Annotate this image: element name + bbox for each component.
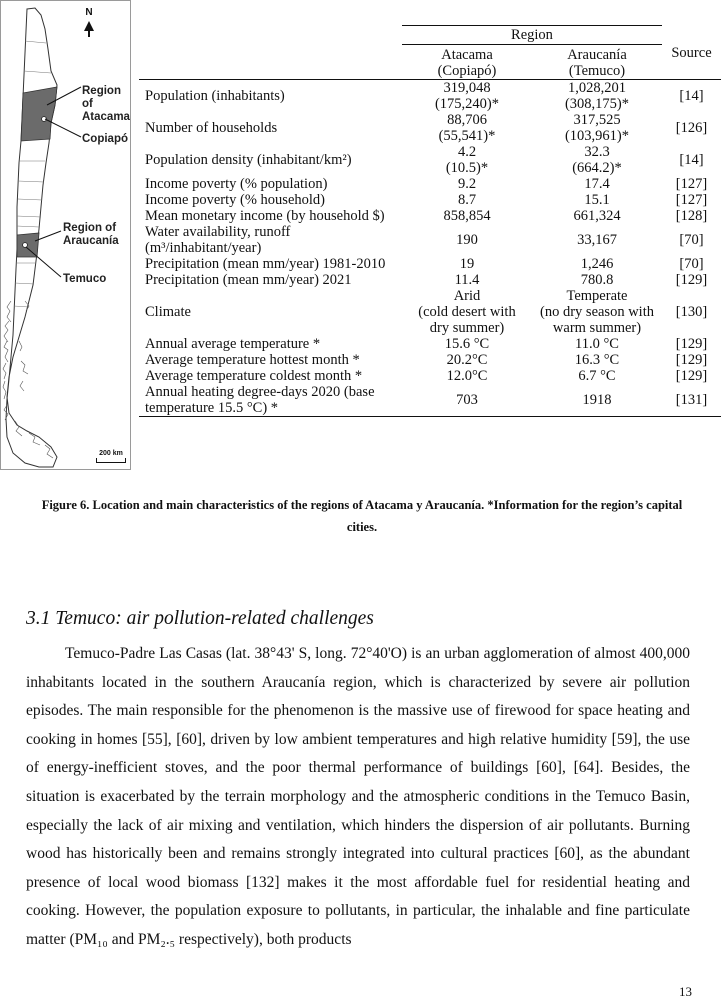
row-label: Precipitation (mean mm/year) 2021 <box>145 272 352 288</box>
araucania-value: 6.7 °C <box>578 368 616 384</box>
source-ref: [14] <box>679 88 704 104</box>
atacama-value: 19 <box>459 256 475 272</box>
araucania-region-shape <box>17 233 39 257</box>
araucania-value: Temperate (no dry season with warm summer) <box>540 288 654 336</box>
copiapo-label: Copiapó <box>82 133 128 145</box>
atacama-value: 190 <box>456 232 478 248</box>
araucania-value: 317,525 (103,961)* <box>564 112 630 144</box>
row-label: Mean monetary income (by household $) <box>145 208 385 224</box>
table-row <box>139 144 721 176</box>
source-ref: [130] <box>675 304 708 320</box>
region-characteristics-table <box>139 25 721 417</box>
table-row <box>139 80 721 113</box>
figure-caption: Figure 6. Location and main characteristics of the regions of Atacama y Araucanía. *Information for the region’s capital cities. <box>41 498 683 534</box>
row-label: Water availability, runoff (m³/inhabitant/year) <box>145 224 291 256</box>
table-row <box>139 256 721 272</box>
araucania-value: 661,324 <box>573 208 621 224</box>
table-header-row <box>139 45 721 80</box>
row-label: Climate <box>145 304 191 320</box>
source-ref: [129] <box>675 272 708 288</box>
temuco-point <box>23 243 28 248</box>
source-ref: [128] <box>675 208 708 224</box>
region-header: Region <box>402 26 662 45</box>
atacama-value: 12.0°C <box>446 368 488 384</box>
row-label: Precipitation (mean mm/year) 1981-2010 <box>145 256 386 272</box>
table-row <box>139 368 721 384</box>
atacama-value: 88,706 (55,541)* <box>438 112 496 144</box>
atacama-value: 11.4 <box>454 272 480 288</box>
source-ref: [129] <box>675 352 708 368</box>
row-label: Average temperature coldest month * <box>145 368 363 384</box>
source-ref: [129] <box>675 368 708 384</box>
table-row <box>139 272 721 288</box>
row-label: Population (inhabitants) <box>145 88 285 104</box>
north-arrow-icon <box>84 21 94 37</box>
north-label: N <box>85 7 93 18</box>
table-row <box>139 208 721 224</box>
atacama-value: 703 <box>402 384 532 417</box>
atacama-value: 319,048 (175,240)* <box>434 80 500 112</box>
atacama-value: 15.6 °C <box>444 336 490 352</box>
table-row <box>139 336 721 352</box>
row-label: Income poverty (% household) <box>145 192 325 208</box>
row-label: Average temperature hottest month * <box>145 352 360 368</box>
table-body <box>139 80 721 417</box>
source-ref: [129] <box>675 336 708 352</box>
araucania-value: 1,246 <box>580 256 614 272</box>
chile-map <box>0 0 131 470</box>
table-row <box>139 384 721 417</box>
source-ref: [127] <box>675 176 708 192</box>
araucania-value: 780.8 <box>580 272 614 288</box>
atacama-value: 20.2°C <box>446 352 488 368</box>
source-ref: [126] <box>675 120 708 136</box>
table-header-region-row <box>139 26 721 45</box>
atacama-region-label: Region of Atacama <box>82 85 130 123</box>
araucania-value: 1,028,201 (308,175)* <box>564 80 630 112</box>
table-row <box>139 288 721 336</box>
source-ref: [131] <box>662 384 721 417</box>
row-label: Annual heating degree-days 2020 (base temperature 15.5 °C) * <box>139 384 402 417</box>
atacama-region-shape <box>21 87 57 141</box>
araucania-value: 32.3 (664.2)* <box>572 144 622 176</box>
col-header-araucania: Araucanía (Temuco) <box>532 45 662 80</box>
table-row <box>139 224 721 256</box>
araucania-value: 1918 <box>532 384 662 417</box>
table-row <box>139 352 721 368</box>
araucania-region-label: Region of Araucanía <box>63 222 119 247</box>
source-ref: [127] <box>675 192 708 208</box>
table-row <box>139 112 721 144</box>
table-row <box>139 192 721 208</box>
table-row <box>139 176 721 192</box>
col-header-source: Source <box>662 45 721 80</box>
section-title: 3.1 Temuco: air pollution-related challenges <box>26 608 374 629</box>
araucania-value: 17.4 <box>584 176 610 192</box>
source-ref: [70] <box>679 232 704 248</box>
araucania-value: 15.1 <box>584 192 610 208</box>
araucania-value: 16.3 °C <box>574 352 620 368</box>
araucania-value: 11.0 °C <box>575 336 619 352</box>
scale-bar: 200 km <box>96 450 126 463</box>
row-label: Income poverty (% population) <box>145 176 328 192</box>
araucania-value: 33,167 <box>577 232 617 248</box>
page-number: 13 <box>679 984 692 999</box>
atacama-value: 9.2 <box>457 176 477 192</box>
row-label: Population density (inhabitant/km²) <box>145 152 352 168</box>
body-paragraph: Temuco-Padre Las Casas (lat. 38°43' S, long. 72°40'O) is an urban agglomeration of almost 400,000 inhabitants located in the southern Araucanía region, which is characterized by severe air pollution episodes. The main responsible for the phenomenon is the massive use of firewood for space heating and cooking in homes [55], [60], driven by low ambient temperatures and high relative humidity [59], the use of energy-inefficient stoves, and the poor thermal performance of buildings [60], [64]. Besides, the situation is exacerbated by the terrain morphology and the atmospheric conditions in the Temuco Basin, especially the lack of air mixing and ventilation, which hinders the dispersion of air pollutants. Burning wood has historically been and remains strongly integrated into cultural practices [60], as the abundant presence of local wood biomass [132] makes it the most affordable fuel for residential heating and cooking. However, the population exposure to pollutants, in particular, the inhalable and fine particulate matter (PM₁₀ and PM₂.₅ respectively), both products <box>26 645 690 948</box>
source-ref: [14] <box>679 152 704 168</box>
col-header-atacama: Atacama (Copiapó) <box>402 45 532 80</box>
row-label: Number of households <box>145 120 278 136</box>
temuco-label: Temuco <box>63 273 107 285</box>
source-ref: [70] <box>679 256 704 272</box>
atacama-value: 8.7 <box>457 192 477 208</box>
atacama-value: 4.2 (10.5)* <box>445 144 489 176</box>
atacama-value: 858,854 <box>443 208 491 224</box>
row-label: Annual average temperature * <box>145 336 321 352</box>
atacama-value: Arid (cold desert with dry summer) <box>418 288 516 336</box>
